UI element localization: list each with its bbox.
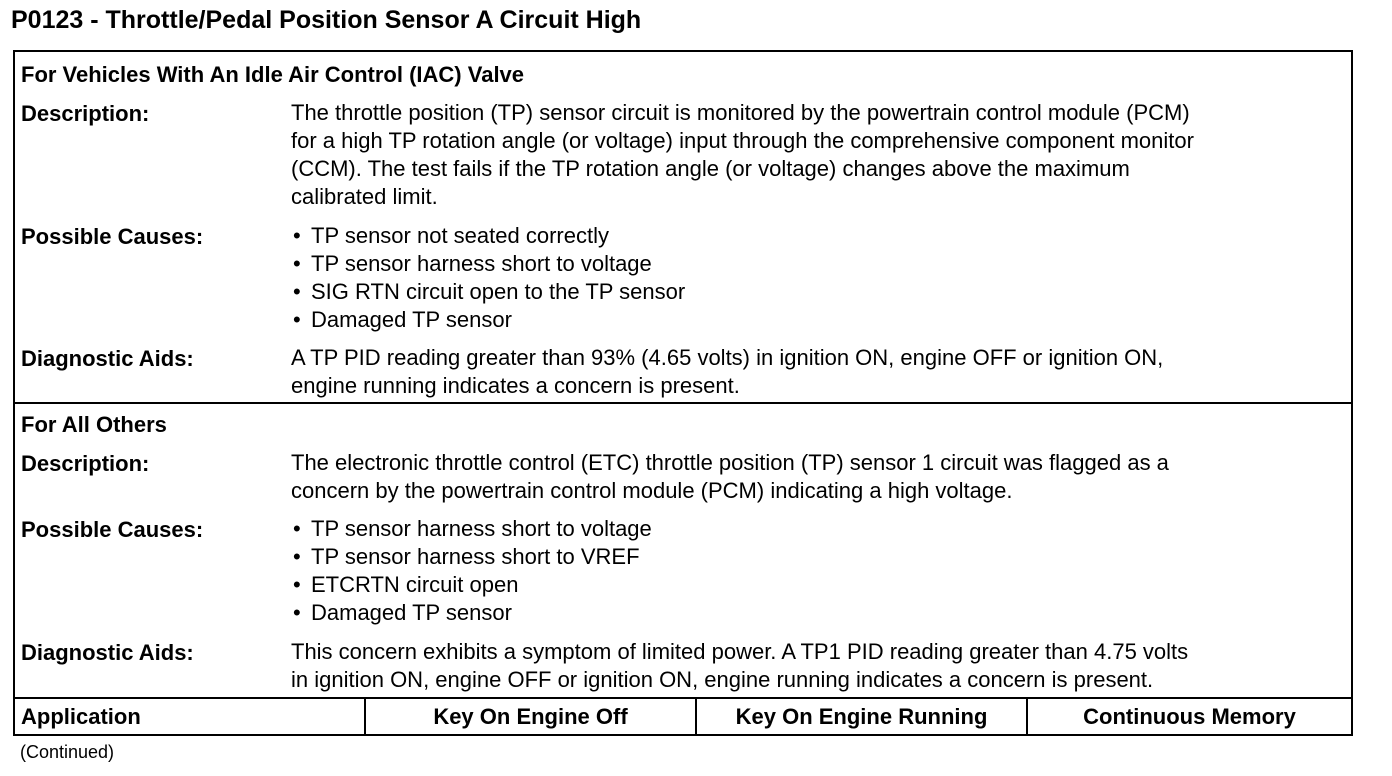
description-line: The electronic throttle control (ETC) throttle position (TP) sensor 1 circuit was flagged as a — [291, 450, 1169, 475]
cause-item: • TP sensor harness short to VREF — [291, 543, 1351, 571]
cause-item: • SIG RTN circuit open to the TP sensor — [291, 278, 1351, 306]
cause-item: • TP sensor harness short to voltage — [291, 250, 1351, 278]
possible-causes-label: Possible Causes: — [21, 517, 204, 542]
description-line: concern by the powertrain control module (PCM) indicating a high voltage. — [291, 478, 1013, 503]
section-heading-iac: For Vehicles With An Idle Air Control (IAC) Valve — [21, 62, 525, 87]
application-header: Application — [15, 699, 366, 734]
description-line: (CCM). The test fails if the TP rotation angle (or voltage) changes above the maximum — [291, 156, 1130, 181]
diagnostic-aids-text — [291, 344, 1351, 400]
diagnostic-aids-label: Diagnostic Aids: — [21, 640, 194, 665]
koer-header: Key On Engine Running — [697, 699, 1028, 734]
cause-item: • Damaged TP sensor — [291, 306, 1351, 334]
section-heading-all-others: For All Others — [21, 412, 167, 437]
possible-causes-label: Possible Causes: — [21, 224, 204, 249]
continuous-memory-header: Continuous Memory — [1083, 703, 1296, 729]
cause-item: • Damaged TP sensor — [291, 599, 1351, 627]
aids-line: engine running indicates a concern is present. — [291, 373, 740, 398]
diagnostic-aids-text — [291, 638, 1351, 694]
continued-note: (Continued) — [20, 742, 115, 762]
aids-line: A TP PID reading greater than 93% (4.65 volts) in ignition ON, engine OFF or ignition ON, — [291, 345, 1164, 370]
aids-line: in ignition ON, engine OFF or ignition ON, engine running indicates a concern is present. — [291, 667, 1154, 692]
description-line: The throttle position (TP) sensor circuit is monitored by the powertrain control module (PCM) — [291, 100, 1190, 125]
description-label: Description: — [21, 451, 150, 476]
cause-item: • ETCRTN circuit open — [291, 571, 1351, 599]
cause-item: • TP sensor not seated correctly — [291, 222, 1351, 250]
description-text — [291, 449, 1351, 505]
description-line: for a high TP rotation angle (or voltage) input through the comprehensive component monitor — [291, 128, 1194, 153]
application-row — [15, 699, 1351, 734]
page-title: P0123 - Throttle/Pedal Position Sensor A Circuit High — [11, 6, 642, 34]
description-label: Description: — [21, 101, 150, 126]
description-line: calibrated limit. — [291, 184, 438, 209]
section-divider — [15, 402, 1351, 404]
dtc-table — [13, 50, 1353, 736]
possible-causes-list — [291, 222, 1351, 334]
cause-item: • TP sensor harness short to voltage — [291, 515, 1351, 543]
description-text — [291, 99, 1351, 211]
possible-causes-list — [291, 515, 1351, 627]
diagnostic-aids-label: Diagnostic Aids: — [21, 346, 194, 371]
koeo-header: Key On Engine Off — [366, 699, 697, 734]
aids-line: This concern exhibits a symptom of limited power. A TP1 PID reading greater than 4.75 volts — [291, 639, 1189, 664]
